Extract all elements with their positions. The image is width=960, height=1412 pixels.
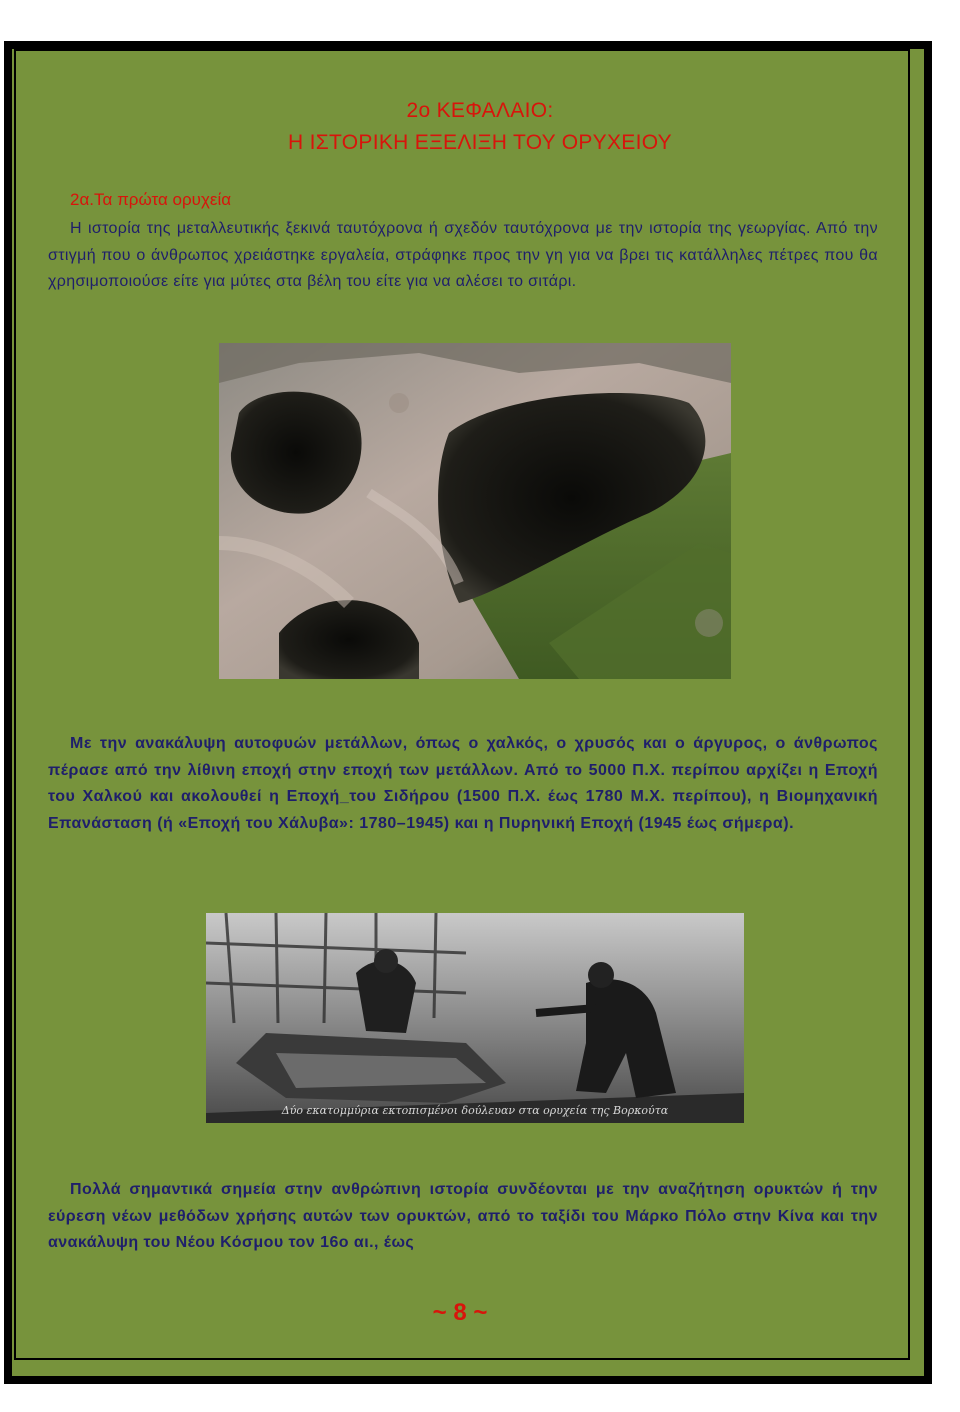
- paragraph-metal-ages: Με την ανακάλυψη αυτοφυών μετάλλων, όπως ο χαλκός, ο χρυσός και ο άργυρος, ο άνθρωπος πέρασε από την λίθινη εποχή στην εποχή των μετάλλων. Από το 5000 Π.Χ. περίπου αρχίζει η Εποχή του Χαλκού και ακολουθεί η Εποχή_του Σιδήρου (1500 Π.Χ. έως 1780 Μ.Χ. περίπου), η Βιομηχανική Επανάσταση (ή «Εποχή του Χάλυβα»: 1780–1945) και η Πυρηνική Εποχή (1945 έως σήμερα).: [48, 735, 878, 832]
- chapter-number: 2ο ΚΕΦΑΛΑΙΟ:: [406, 99, 554, 122]
- cave-photo: [219, 343, 731, 679]
- page-number: ~ 8 ~: [432, 1299, 488, 1326]
- photo-caption: Δύο εκατομμύρια εκτοπισμένοι δούλευαν στα ορυχεία της Βορκούτα: [281, 1104, 669, 1117]
- chapter-title: Η ΙΣΤΟΡΙΚΗ ΕΞΕΛΙΞΗ ΤΟΥ ΟΡΥΧΕΙΟΥ: [288, 131, 672, 154]
- section-heading: 2α.Τα πρώτα ορυχεία: [70, 190, 232, 209]
- miners-photo: [206, 913, 744, 1123]
- paragraph-intro: Η ιστορία της μεταλλευτικής ξεκινά ταυτόχρονα ή σχεδόν ταυτόχρονα με την ιστορία της γεωργίας. Από την στιγμή που ο άνθρωπος χρειάστηκε εργαλεία, στράφηκε προς την γη για να βρει τις κατάλληλες πέτρες που θα χρησιμοποιούσε είτε για μύτες στα βέλη του είτε για να αλέσει το σιτάρι.: [48, 220, 878, 290]
- paragraph-mineral-history: Πολλά σημαντικά σημεία στην ανθρώπινη ιστορία συνδέονται με την αναζήτηση ορυκτών ή την εύρεση νέων μεθόδων χρήσης αυτών των ορυκτών, από το ταξίδι του Μάρκο Πόλο στην Κίνα και την ανακάλυψη του Νέου Κόσμου τον 16ο αι., έως: [48, 1181, 878, 1251]
